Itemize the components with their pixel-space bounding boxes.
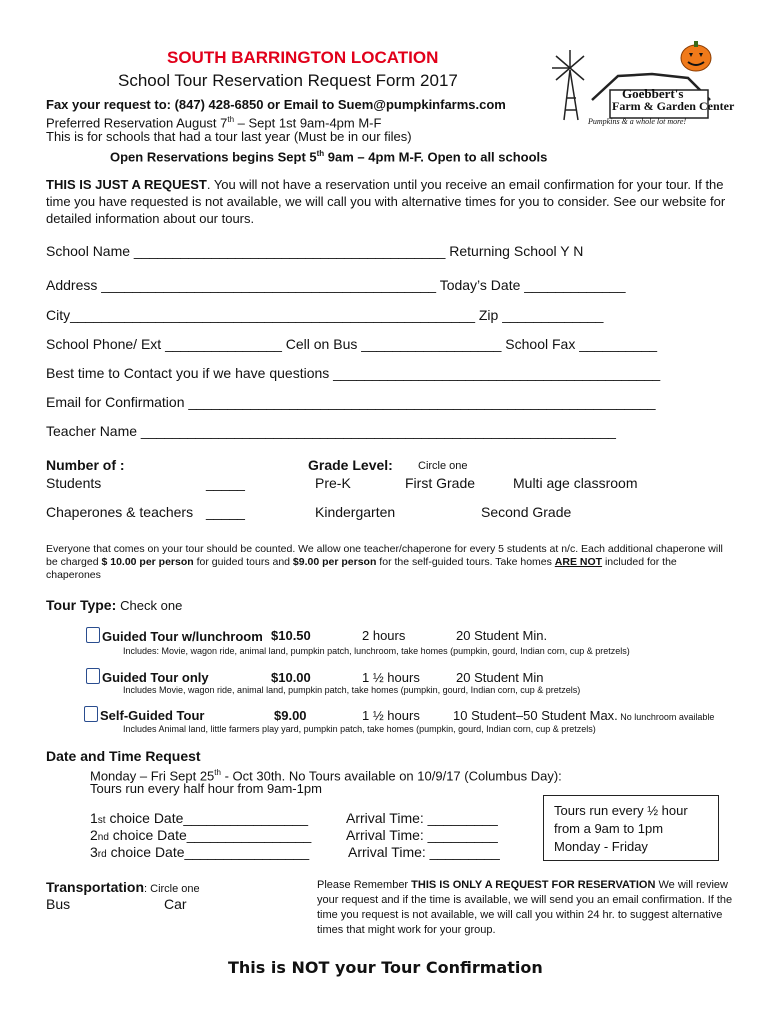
teacher-name-field[interactable]: Teacher Name _____________________________________________________________ [46,423,616,439]
tour-includes: Includes: Movie, wagon ride, animal land, pumpkin patch, lunchroom, take homes (pumpkin, gourd, Indian corn, cup & pretzels) [123,646,630,656]
choice-date-field[interactable]: 2nd choice Date________________ [90,827,312,843]
returning-schools-note: This is for schools that had a tour last year (Must be in our files) [46,129,412,144]
grade-circle-one: Circle one [418,460,468,472]
choice-date-field[interactable]: 1st choice Date________________ [90,810,308,826]
tour-frequency-line: Tours run every half hour from 9am-1pm [90,781,322,796]
chaperones-count-field[interactable]: _____ [206,504,245,520]
form-title: School Tour Reservation Request Form 2017 [118,71,458,90]
tour-option-self-guided[interactable]: Self-Guided Tour [84,706,204,724]
school-name-field[interactable]: School Name ________________________________________ Returning School Y N [46,243,584,259]
tour-type-heading: Tour Type: Check one [46,597,183,613]
tour-option-guided-only[interactable]: Guided Tour only [86,668,209,686]
arrival-time-field[interactable]: Arrival Time: _________ [346,827,498,843]
checkbox-icon[interactable] [86,668,100,684]
grade-option[interactable]: Second Grade [481,504,572,520]
grade-option[interactable]: First Grade [405,475,476,491]
arrival-time-field[interactable]: Arrival Time: _________ [346,810,498,826]
logo-name-line1: Goebbert's [622,86,684,101]
transportation-heading: Transportation: Circle one [46,879,200,895]
date-range-line: Monday – Fri Sept 25th - Oct 30th. No Tours available on 10/9/17 (Columbus Day): [90,768,562,784]
tour-price: $10.50 [271,628,311,643]
students-count-field[interactable]: _____ [206,475,245,491]
not-confirmation-notice: This is NOT your Tour Confirmation [228,958,543,977]
grade-option[interactable]: Kindergarten [315,504,396,520]
tour-includes: Includes Movie, wagon ride, animal land, pumpkin patch, take homes (pumpkin, gourd, Indian corn, cup & pretzels) [123,685,581,695]
tour-minimum: 10 Student–50 Student Max. No lunchroom available [453,708,715,723]
intro-paragraph: THIS IS JUST A REQUEST. You will not have a reservation until you receive an email confirmation for your tour. If the time you have requested is not available, we will call you with alternative times for you to consider. See our website for detailed information about our tours. [46,177,726,226]
students-label: Students [46,475,102,491]
email-field[interactable]: Email for Confirmation ____________________________________________________________ [46,394,656,410]
best-time-field[interactable]: Best time to Contact you if we have questions __________________________________________ [46,365,661,381]
tour-hours: 2 hours [362,628,406,643]
transport-option-bus[interactable]: Bus [46,896,71,912]
phone-fax-field[interactable]: School Phone/ Ext _______________ Cell on Bus __________________ School Fax __________ [46,336,658,352]
logo-tagline: Pumpkins & a whole lot more! [588,117,687,126]
grade-option[interactable]: Pre-K [315,475,351,491]
tour-hours-box: Tours run every ½ hour from a 9am to 1pm Monday - Friday [543,795,719,861]
reservation-reminder: Please Remember THIS IS ONLY A REQUEST FOR RESERVATION We will review your request and if the time is available, we will send you an email confirmation. If the time you request is not available, we will call you within 24 hr. to suggest alternative times that might work for your group. [317,879,733,936]
grade-option[interactable]: Multi age classroom [513,475,638,491]
tour-hours: 1 ½ hours [362,708,420,723]
location-title: SOUTH BARRINGTON LOCATION [167,48,439,67]
tour-price: $9.00 [274,708,307,723]
choice-date-field[interactable]: 3rd choice Date________________ [90,844,310,860]
checkbox-icon[interactable] [84,706,98,722]
tour-option-guided-lunchroom[interactable]: Guided Tour w/lunchroom [86,627,263,645]
open-reservations-line: Open Reservations begins Sept 5th 9am – 4pm M-F. Open to all schools [110,149,548,165]
tour-minimum: 20 Student Min [456,670,544,685]
tour-minimum: 20 Student Min. [456,628,548,643]
arrival-time-field[interactable]: Arrival Time: _________ [348,844,500,860]
number-of-label: Number of : [46,457,125,473]
tour-price: $10.00 [271,670,311,685]
goebberts-logo [548,38,735,130]
transport-option-car[interactable]: Car [164,896,187,912]
logo-name-line2: Farm & Garden Center [612,99,735,113]
preferred-reservation: Preferred Reservation August 7th – Sept 1st 9am-4pm M-F [46,115,382,131]
checkbox-icon[interactable] [86,627,100,643]
fax-email-line: Fax your request to: (847) 428-6850 or Email to Suem@pumpkinfarms.com [46,97,506,112]
grade-level-label: Grade Level: [308,457,393,473]
tour-hours: 1 ½ hours [362,670,420,685]
chaperones-label: Chaperones & teachers [46,504,194,520]
tour-includes: Includes Animal land, little farmers play yard, pumpkin patch, take homes (pumpkin, gourd, Indian corn, cup & pretzels) [123,724,596,734]
date-time-heading: Date and Time Request [46,748,201,764]
chaperone-note: Everyone that comes on your tour should be counted. We allow one teacher/chaperone for every 5 students at n/c. Each additional chaperone will be charged $ 10.00 per person for guided tours and $9.00 per person for the self-guided tours. Take homes ARE NOT included for the chaperones [46,543,723,581]
city-zip-field[interactable]: City____________________________________________________ Zip _____________ [46,307,604,323]
address-field[interactable]: Address ___________________________________________ Today’s Date _____________ [46,277,626,293]
